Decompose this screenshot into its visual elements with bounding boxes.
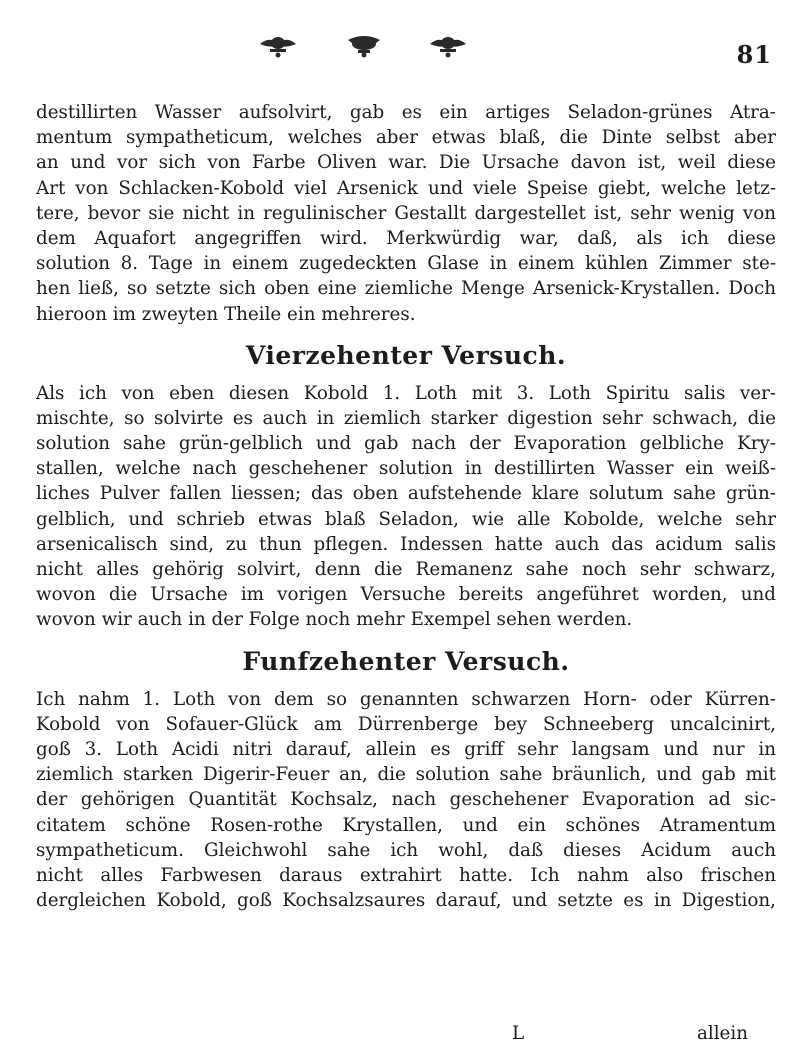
fleuron-ornament-3-icon xyxy=(426,34,470,58)
text-line: solution 8. Tage in einem zugedeckten Glase in einem kühlen Zimmer ste- xyxy=(36,253,776,275)
text-line: nicht alles Farbwesen daraus extrahirt hatte. Ich nahm also frischen xyxy=(36,864,776,886)
text-line: Ich nahm 1. Loth von dem so genannten schwarzen Horn- oder Kürren- xyxy=(36,688,776,710)
text-line: liches Pulver fallen liessen; das oben aufstehende klare solutum sahe grün- xyxy=(36,483,776,505)
text-line: hieroon im zweyten Theile ein mehreres. xyxy=(36,303,416,325)
text-line: destillirten Wasser aufsolvirt, gab es ein artiges Seladon-grünes Atra- xyxy=(36,102,776,123)
text-line: ziemlich starken Digerir-Feuer an, die solution sahe bräunlich, und gab mit xyxy=(36,764,776,786)
text-line: citatem schöne Rosen-rothe Krystallen, und ein schönes Atramentum xyxy=(36,814,776,836)
text-line: tere, bevor sie nicht in regulinischer Gestallt dargestellet ist, sehr wenig von xyxy=(36,202,776,224)
text-line: Art von Schlacken-Kobold viel Arsenick und viele Speise giebt, welche letz- xyxy=(36,177,776,199)
text-line: wovon wir auch in der Folge noch mehr Exempel sehen werden. xyxy=(36,609,633,631)
text-line: der gehörigen Quantität Kochsalz, nach geschehener Evaporation ad sic- xyxy=(36,789,776,811)
text-line: hen ließ, so setzte sich oben eine ziemliche Menge Arsenick-Krystallen. Doch xyxy=(36,278,776,300)
text-line: solution sahe grün-gelblich und gab nach der Evaporation gelbliche Kry- xyxy=(36,433,776,455)
text-line: dergleichen Kobold, goß Kochsalzsaures darauf, und setzte es in Digestion, xyxy=(36,890,776,912)
signature-mark: L xyxy=(512,1023,525,1044)
page-header xyxy=(0,22,800,70)
text-line: nicht alles gehörig solvirt, denn die Remanenz sahe noch sehr schwarz, xyxy=(36,559,776,580)
text-line: Kobold von Sofauer-Glück am Dürrenberge bey Schneeberg uncalcinirt, xyxy=(36,713,776,735)
fleuron-ornament-2-icon xyxy=(342,34,386,58)
text-line: sympatheticum. Gleichwohl sahe ich wohl, daß dieses Acidum auch xyxy=(36,839,776,861)
text-line: Als ich von eben diesen Kobold 1. Loth mit 3. Loth Spiritu salis ver- xyxy=(36,382,776,404)
section-heading-14: Vierzehenter Versuch. xyxy=(245,340,567,370)
text-line: arsenicalisch sind, zu thun pflegen. Indessen hatte auch das acidum salis xyxy=(36,533,776,555)
text-line: mischte, so solvirte es auch in ziemlich starker digestion sehr schwach, die xyxy=(36,407,776,429)
text-line: gelblich, und schrieb etwas blaß Seladon, wie alle Kobolde, welche sehr xyxy=(36,508,776,530)
text-line: mentum sympatheticum, welches aber etwas blaß, die Dinte selbst aber xyxy=(36,127,776,149)
text-line: an und vor sich von Farbe Oliven war. Die Ursache davon ist, weil diese xyxy=(36,152,776,174)
text-line: dem Aquafort angegriffen wird. Merkwürdig war, daß, als ich diese xyxy=(36,227,776,249)
page-number: 81 xyxy=(736,40,772,69)
section-heading-15: Funfzehenter Versuch. xyxy=(242,646,570,676)
text-line: goß 3. Loth Acidi nitri darauf, allein es griff sehr langsam und nur in xyxy=(36,738,776,760)
catchword: allein xyxy=(696,1023,748,1044)
fleuron-ornament-1-icon xyxy=(256,34,300,58)
page-footer xyxy=(36,1022,776,1046)
text-line: wovon die Ursache im vorigen Versuche bereits angeführet worden, und xyxy=(36,584,776,606)
text-line: stallen, welche nach geschehener solution in destillirten Wasser ein weiß- xyxy=(36,458,776,480)
body-text xyxy=(36,100,776,913)
